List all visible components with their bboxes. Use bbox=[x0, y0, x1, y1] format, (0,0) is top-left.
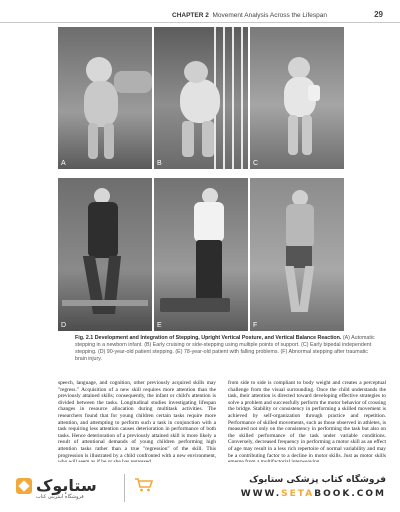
page-number: 29 bbox=[374, 10, 383, 19]
adult-hand bbox=[114, 71, 152, 93]
infant-head bbox=[86, 57, 112, 83]
page-header bbox=[0, 0, 400, 24]
photo-a bbox=[58, 27, 152, 169]
chapter-label: CHAPTER 2 bbox=[172, 12, 209, 19]
toddler-leg-right bbox=[202, 121, 214, 157]
photo-b bbox=[154, 27, 248, 169]
toddler-body bbox=[180, 79, 220, 123]
patient-shirt bbox=[286, 204, 314, 248]
logo-mark-icon bbox=[16, 478, 32, 494]
panel-label-f: F bbox=[253, 322, 258, 329]
logo-text: ستابوک bbox=[36, 476, 97, 495]
header-rule bbox=[0, 22, 400, 23]
infant-body bbox=[84, 81, 118, 127]
photo-d bbox=[58, 178, 152, 331]
caption-title: Fig. 2.1 Development and Integration of Stepping, Upright Vertical Posture, and Vertical Balance Reaction. bbox=[75, 335, 342, 341]
elderly-woman-pants bbox=[196, 240, 222, 304]
panel-label-e: E bbox=[157, 322, 162, 329]
setabook-logo bbox=[16, 476, 114, 500]
child-head bbox=[288, 57, 310, 79]
running-head bbox=[172, 12, 327, 19]
patient-shorts bbox=[286, 246, 312, 268]
panel-label-d: D bbox=[61, 322, 67, 329]
footer-divider bbox=[124, 474, 125, 502]
body-column-left: speech, language, and cognition, other previously acquired skills may "regress." Acquisition of a new skill requires more attention than the previously attained skills; consequently, the infant or child's attention is divided between the tasks. Longitudinal studies investigating lifespan changes in resource allocation during multitask activities. The researchers found that for young children certain tasks require more attention, and attempting to perform such a task in conjunction with a task requiring less attention causes deterioration in performance of both tasks. Hence deterioration of a previously attained skill is more likely a result of attentional demands of young children performing high attention tasks rather than a true "regression" of the skill. This progression is illustrated by a child confronted with a new environment, bbox=[58, 380, 216, 459]
toddler-head bbox=[184, 61, 208, 83]
panel-label-b: B bbox=[157, 160, 162, 167]
figure-caption bbox=[75, 335, 380, 363]
shop-url-link[interactable] bbox=[241, 489, 386, 499]
url-accent: SETA bbox=[281, 489, 315, 499]
child-leg-right bbox=[302, 115, 312, 155]
panel-label-a: A bbox=[61, 160, 66, 167]
photo-c bbox=[250, 27, 344, 169]
shopping-cart-icon bbox=[134, 478, 154, 492]
elderly-woman-top bbox=[194, 202, 224, 242]
toddler-leg-left bbox=[182, 121, 194, 157]
shop-name: فروشگاه کتاب پزشکی ستابوک bbox=[249, 475, 386, 485]
infant-leg-right bbox=[104, 123, 114, 159]
step-box bbox=[160, 298, 230, 312]
panel-label-c: C bbox=[253, 160, 259, 167]
logo-subtitle: فروشگاه اینترنتی کتاب bbox=[36, 494, 84, 500]
child-leg-left bbox=[288, 115, 298, 155]
elderly-man-jacket bbox=[88, 202, 118, 258]
infant-leg-left bbox=[88, 123, 98, 159]
held-bottle bbox=[308, 85, 320, 101]
photo-f bbox=[250, 178, 344, 331]
url-suffix: BOOK.COM bbox=[314, 489, 386, 499]
body-column-right: from side to side is compliant to body weight and creates a perceptual challenge from the visual surrounding. Once the child understands the task, their attention is directed toward developing effective strategies to solve a problem and successfully perform the motor behavior of crossing the bridge. Stability or consistency in performing a skilled movement is achieved by self-organization through practice and repetition. Performance of skilled movements, such as those observed in athletes, is measured not only on the consistency in performing the task but also on the skilled performance of the task under variable conditions. Conversely, decreased frequency in performing a motor skill as an effect of age may result in a less rich repertoire of normal variability and may be a contributing factor to a decline in motor skills. Just as motor skills bbox=[228, 380, 386, 459]
caption-description: (A) Automatic stepping in a newborn infant. (B) Early cruising or side-stepping using multiple points of support. (C) Early bipedal independent stepping. (D) 90-year-old patient stepping. (E) 78-year-old patient with falling problems. (F) Abnormal stepping after traumatic brain injury. bbox=[75, 335, 375, 362]
url-prefix: WWW. bbox=[240, 489, 282, 499]
step-platform bbox=[62, 300, 148, 306]
photo-e bbox=[154, 178, 248, 331]
chapter-title: Movement Analysis Across the Lifespan bbox=[212, 12, 327, 19]
